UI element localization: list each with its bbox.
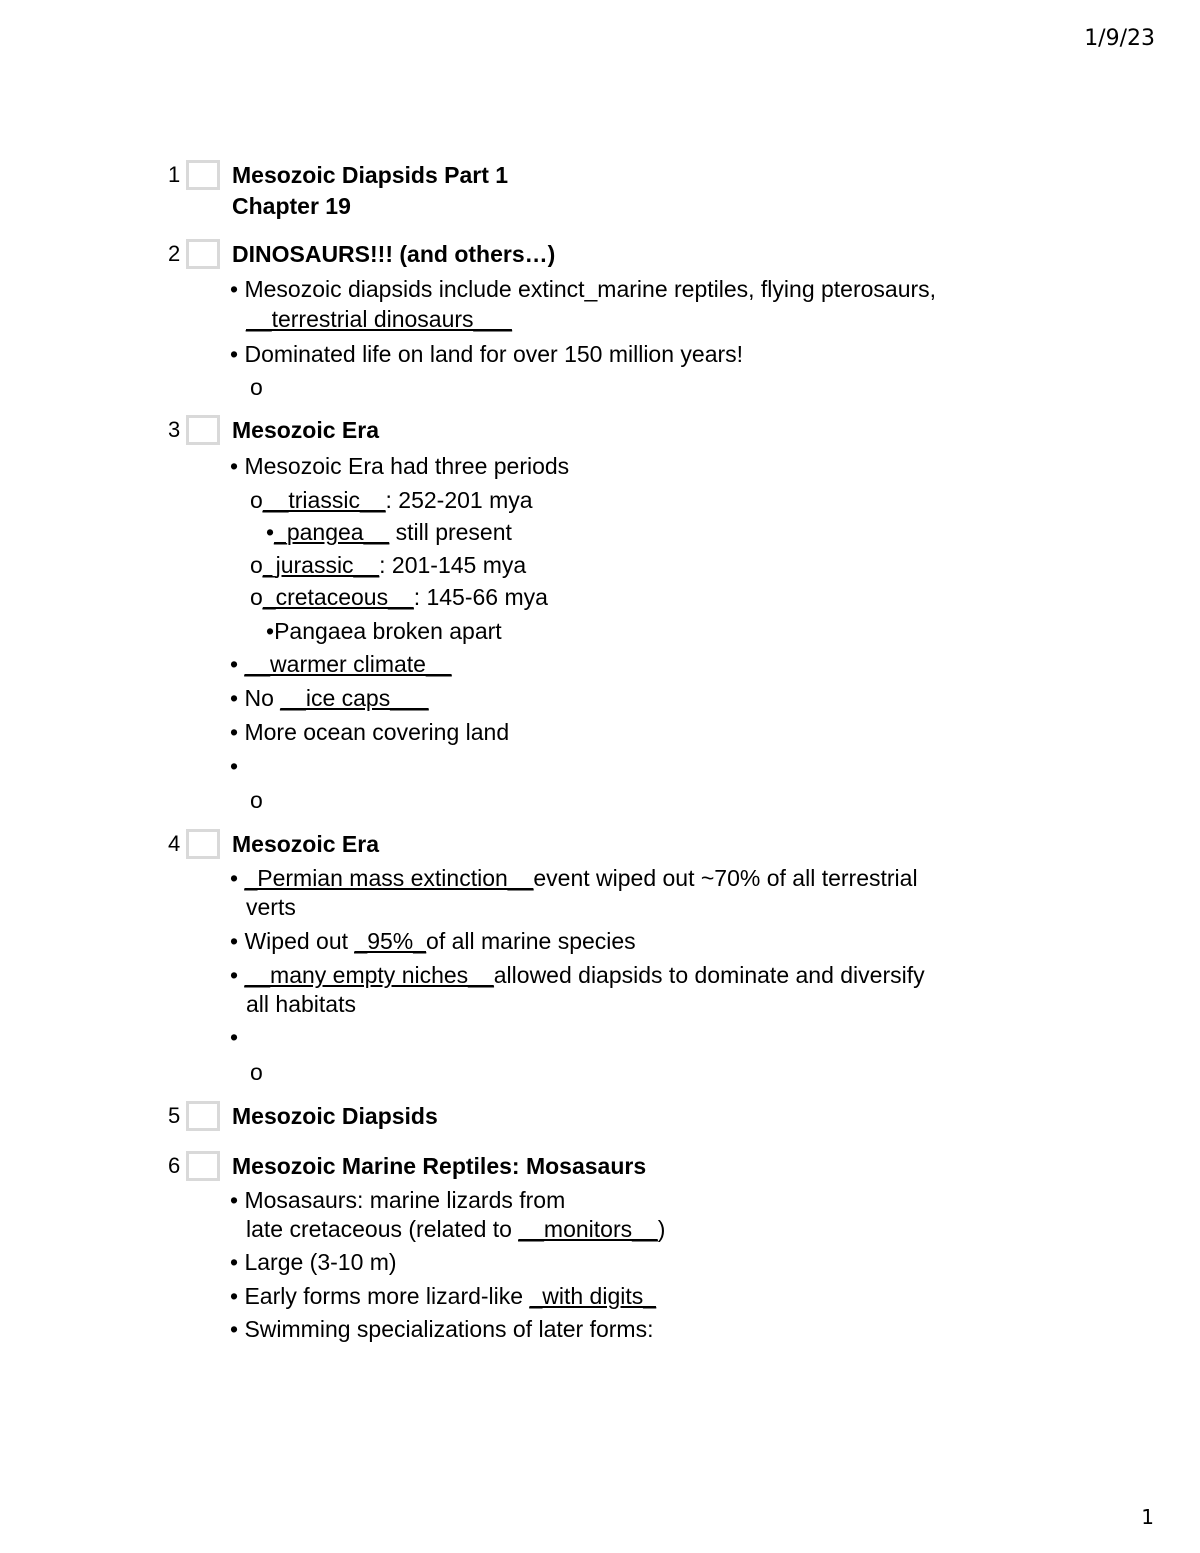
slide-number: 5 (168, 1103, 181, 1128)
sub-bullet-item: o_jurassic__: 201-145 mya (250, 552, 527, 578)
blank-answer: __terrestrial dinosaurs___ (246, 306, 512, 332)
sub-bullet-marker: o (250, 787, 263, 813)
bullet-item: • Mosasaurs: marine lizards from (230, 1187, 566, 1213)
sub-bullet-marker: o (250, 1059, 263, 1085)
slide-thumbnail[interactable] (186, 1151, 220, 1181)
sub-bullet-item: o__triassic__: 252-201 mya (250, 487, 533, 513)
bullet-item: • Early forms more lizard-like _with digits_ (230, 1283, 657, 1309)
bullet-item: • Swimming specializations of later forms: (230, 1316, 654, 1342)
bullet-continuation: late cretaceous (related to __monitors__) (246, 1216, 666, 1242)
bullet-item: • Mesozoic Era had three periods (230, 453, 570, 479)
sub-sub-bullet-item: •_pangea__ still present (266, 519, 512, 545)
slide-title: Mesozoic Era (232, 831, 379, 857)
sub-bullet-marker: o (250, 374, 263, 400)
slide-title: Mesozoic Diapsids (232, 1103, 438, 1129)
bullet-item: • Wiped out _95%_of all marine species (230, 928, 636, 954)
bullet-item: • Dominated life on land for over 150 million years! (230, 341, 744, 367)
slide-number: 4 (168, 831, 181, 856)
bullet-item: • __warmer climate__ (230, 651, 452, 677)
date-stamp: 1/9/23 (1084, 26, 1155, 51)
bullet-item: • Mesozoic diapsids include extinct_marine reptiles, flying pterosaurs, (230, 276, 937, 302)
bullet-item: • Large (3-10 m) (230, 1249, 397, 1275)
bullet-item: • _Permian mass extinction__event wiped out ~70% of all terrestrial (230, 865, 918, 891)
slide-thumbnail[interactable] (186, 829, 220, 859)
page-number: 1 (1141, 1505, 1154, 1529)
slide-number: 2 (168, 241, 181, 266)
bullet-continuation: all habitats (246, 991, 356, 1017)
slide-title: Mesozoic Diapsids Part 1 Chapter 19 (232, 162, 509, 219)
bullet-continuation: verts (246, 894, 296, 920)
slide-thumbnail[interactable] (186, 160, 220, 190)
bullet-item: • More ocean covering land (230, 719, 510, 745)
slide-thumbnail[interactable] (186, 1101, 220, 1131)
slide-thumbnail[interactable] (186, 415, 220, 445)
bullet-item-empty: • (230, 753, 239, 779)
slide-thumbnail[interactable] (186, 239, 220, 269)
bullet-item: • __many empty niches__allowed diapsids to dominate and diversify (230, 962, 925, 988)
sub-bullet-item: o_cretaceous__: 145-66 mya (250, 584, 548, 610)
slide-number: 1 (168, 162, 181, 187)
sub-sub-bullet-item: •Pangaea broken apart (266, 618, 502, 644)
slide-title: DINOSAURS!!! (and others…) (232, 241, 556, 267)
slide-title: Mesozoic Era (232, 417, 379, 443)
bullet-item: • No __ice caps___ (230, 685, 429, 711)
slide-number: 3 (168, 417, 181, 442)
slide-title: Mesozoic Marine Reptiles: Mosasaurs (232, 1153, 647, 1179)
bullet-item-empty: • (230, 1024, 239, 1050)
slide-number: 6 (168, 1153, 181, 1178)
